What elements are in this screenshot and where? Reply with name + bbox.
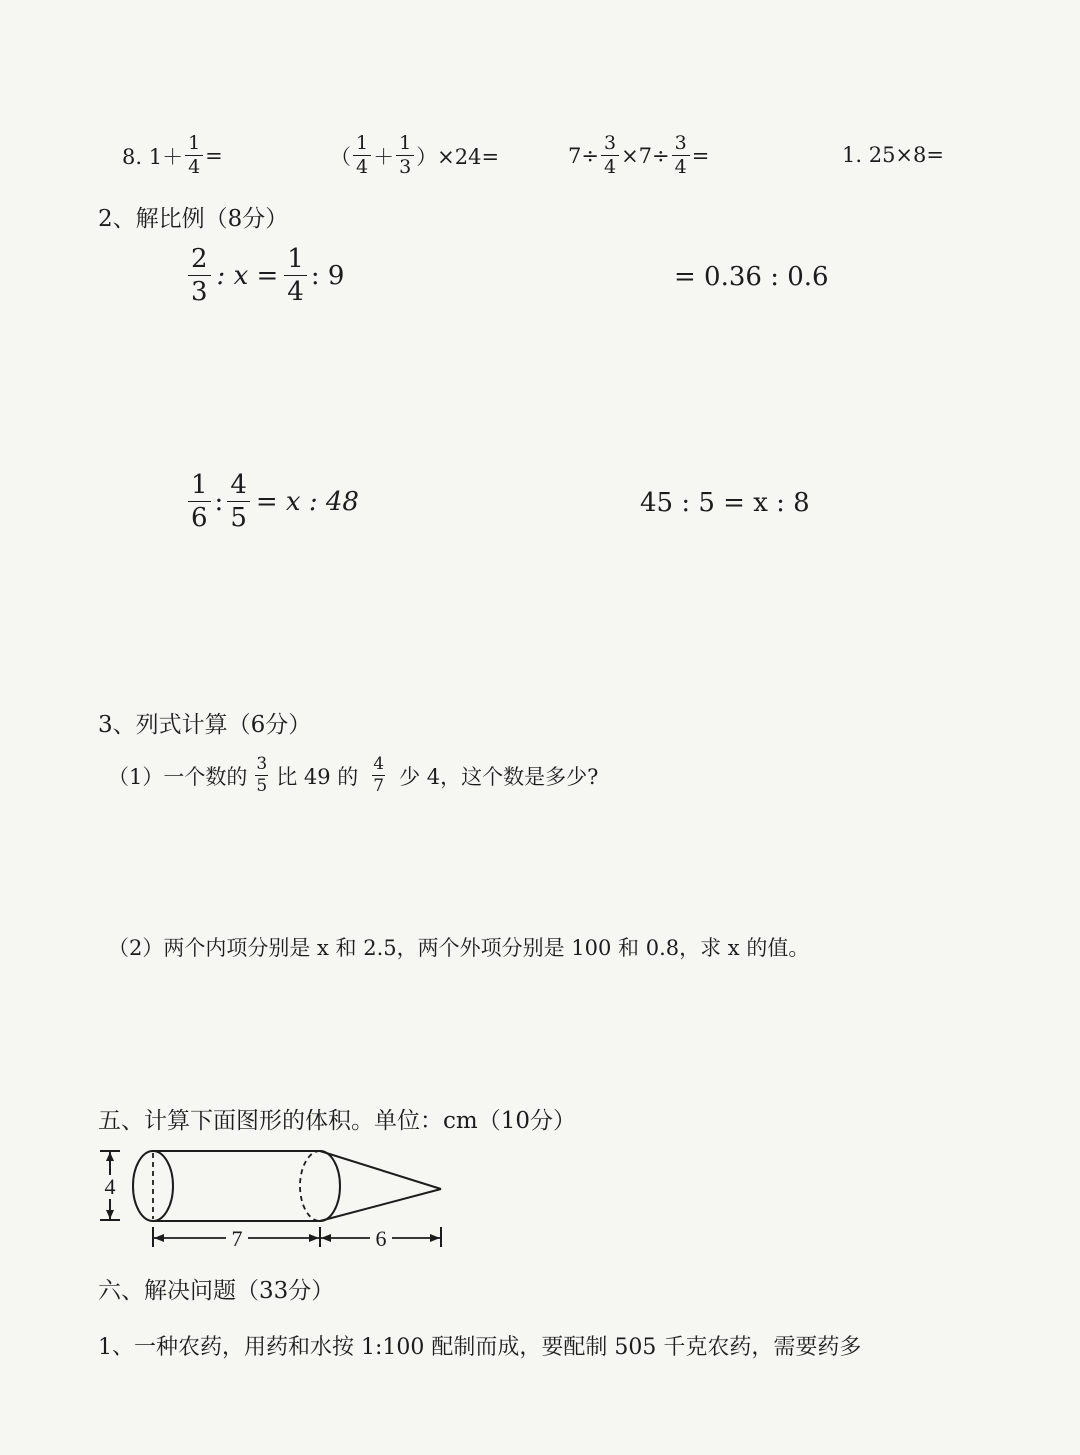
fraction: $\frac{1}{3}$ bbox=[396, 134, 414, 177]
proportion-1-mid: : x = bbox=[216, 260, 279, 291]
cylinder-right-face-front bbox=[320, 1151, 340, 1221]
question-3-2: （2）两个内项分别是 x 和 2.5，两个外项分别是 100 和 0.8，求 x 的值。 bbox=[108, 936, 810, 960]
proportion-1 bbox=[186, 246, 344, 305]
question-3-1-mid: 比 49 的 bbox=[276, 764, 359, 789]
calc-expr-3-mid: ×7÷ bbox=[621, 143, 670, 168]
section-5-heading: 五、计算下面图形的体积。单位：cm（10分） bbox=[98, 1108, 576, 1134]
proportion-4: 45 : 5 = x : 8 bbox=[640, 488, 810, 518]
height-label: 4 bbox=[104, 1174, 116, 1199]
fraction: $\frac{2}{3}$ bbox=[188, 246, 211, 305]
proportion-3-tail: = x : 48 bbox=[255, 486, 359, 517]
calc-expression-1 bbox=[122, 134, 223, 177]
cylinder-cone-figure bbox=[96, 1145, 456, 1255]
section-2-heading: 2、解比例（8分） bbox=[98, 206, 289, 232]
cone-length-label: 6 bbox=[375, 1226, 387, 1251]
fraction: $\frac{4}{7}$ bbox=[373, 754, 385, 796]
calc-expr-1-prefix: 8. 1＋ bbox=[122, 144, 184, 169]
fraction: $\frac{1}{6}$ bbox=[188, 472, 211, 531]
question-6-1: 1、一种农药，用药和水按 1:100 配制而成，要配制 505 千克农药，需要药多 bbox=[98, 1335, 862, 1360]
fraction: $\frac{3}{5}$ bbox=[256, 754, 268, 796]
proportion-1-tail: : 9 bbox=[310, 260, 345, 291]
arrowhead-icon bbox=[309, 1234, 319, 1242]
question-3-1-tail: 少 4，这个数是多少? bbox=[399, 764, 599, 789]
arrowhead-icon bbox=[106, 1152, 114, 1161]
arrowhead-icon bbox=[106, 1210, 114, 1219]
section-6-heading: 六、解决问题（33分） bbox=[98, 1278, 335, 1304]
colon: : bbox=[214, 486, 224, 517]
fraction: $\frac{1}{4}$ bbox=[284, 246, 307, 305]
cone-bottom-edge bbox=[320, 1189, 441, 1221]
cylinder-right-face-back bbox=[300, 1151, 320, 1221]
arrowhead-icon bbox=[154, 1234, 164, 1242]
arrowhead-icon bbox=[430, 1234, 440, 1242]
proportion-2: = 0.36 : 0.6 bbox=[674, 262, 829, 292]
plus-sign: ＋ bbox=[373, 144, 395, 169]
left-paren: （ bbox=[330, 144, 351, 169]
question-3-1-label: （1）一个数的 bbox=[108, 764, 248, 789]
fraction: $\frac{1}{4}$ bbox=[185, 134, 203, 177]
fraction: $\frac{1}{4}$ bbox=[353, 134, 371, 177]
calc-expr-3-lead: 7÷ bbox=[568, 143, 599, 168]
calc-expression-3 bbox=[568, 134, 709, 177]
cylinder-length-label: 7 bbox=[231, 1226, 243, 1251]
calc-expression-4: 1. 25×8= bbox=[842, 143, 944, 167]
fraction: $\frac{3}{4}$ bbox=[672, 134, 690, 177]
calc-expression-2 bbox=[330, 134, 499, 177]
calc-expr-1-suffix: = bbox=[205, 143, 223, 168]
calc-expr-2-tail: ）×24= bbox=[416, 144, 500, 169]
arrowhead-icon bbox=[321, 1234, 331, 1242]
question-3-1 bbox=[108, 756, 598, 795]
fraction: $\frac{4}{5}$ bbox=[227, 472, 250, 531]
proportion-3 bbox=[186, 472, 359, 531]
calc-expr-3-tail: = bbox=[691, 143, 710, 168]
section-3-heading: 3、列式计算（6分） bbox=[98, 712, 312, 738]
fraction: $\frac{3}{4}$ bbox=[601, 134, 619, 177]
